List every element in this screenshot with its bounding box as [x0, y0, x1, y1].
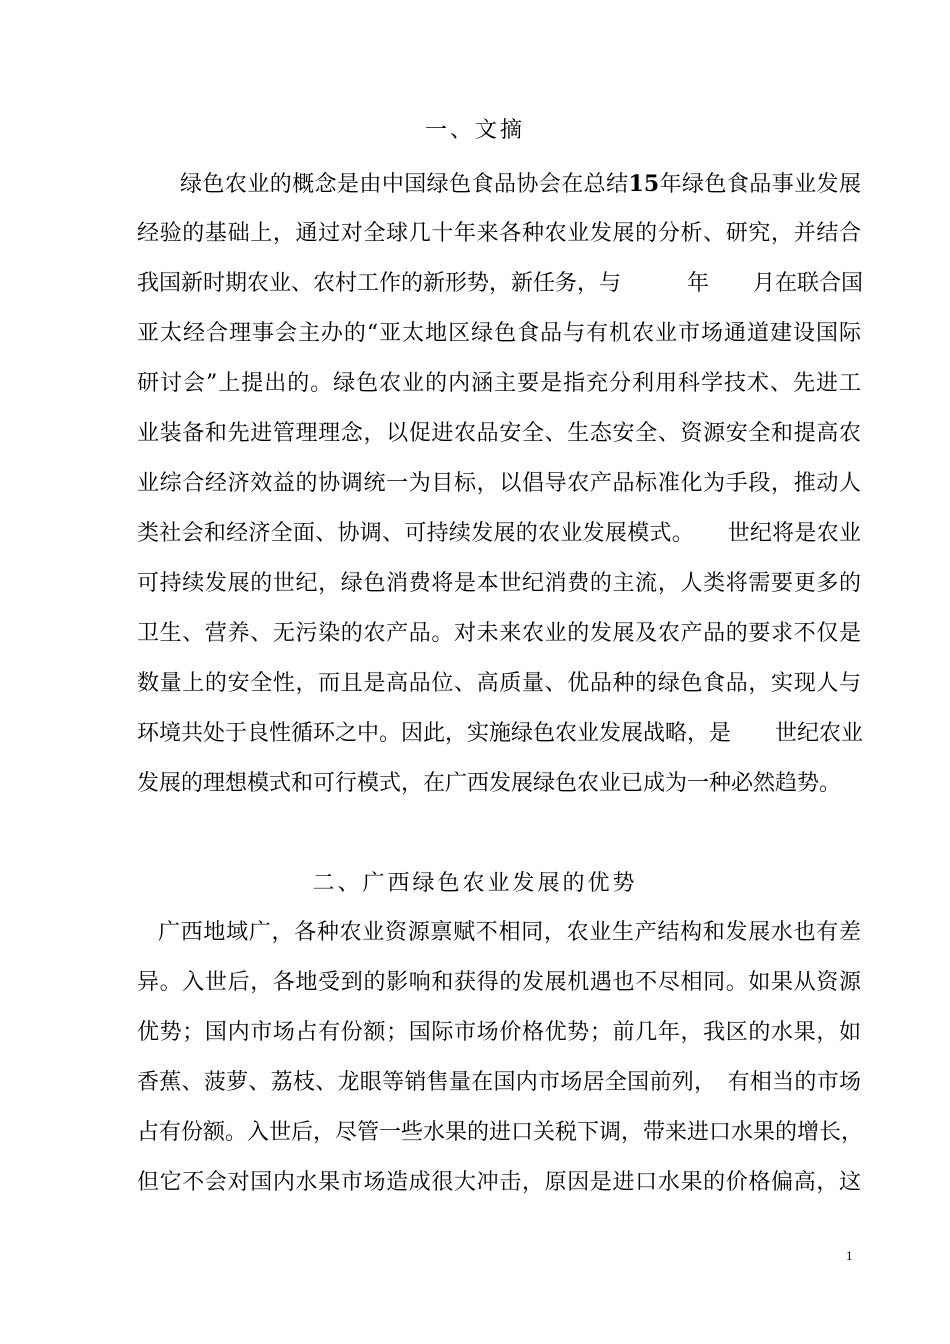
paragraph-line: 广西地域广，各种农业资源禀赋不相同，农业生产结构和发展水也有差 [158, 920, 861, 945]
paragraph-line: 我国新时期农业、农村工作的新形势，新任务，与 年 月在联合国 [137, 271, 864, 296]
page-number: 1 [846, 1248, 853, 1263]
paragraph-line: 类社会和经济全面、协调、可持续发展的农业发展模式。 世纪将是农业 [137, 521, 861, 546]
paragraph-line: 香蕉、菠萝、荔枝、龙眼等销售量在国内市场居全国前列， 有相当的市场 [137, 1070, 861, 1095]
paragraph-line: 亚太经合理事会主办的“亚太地区绿色食品与有机农业市场通道建设国际 [137, 321, 861, 346]
paragraph-line: 研讨会”上提出的。绿色农业的内涵主要是指充分利用科学技术、先进工 [137, 371, 861, 396]
paragraph-line: 占有份额。入世后，尽管一些水果的进口关税下调，带来进口水果的增长， [137, 1120, 864, 1145]
paragraph-line: 业装备和先进管理理念，以促进农品安全、生态安全、资源安全和提高农 [137, 421, 861, 446]
paragraph-line: 经验的基础上，通过对全球几十年来各种农业发展的分析、研究，并结合 [137, 221, 861, 246]
paragraph-line: 业综合经济效益的协调统一为目标，以倡导农产品标准化为手段，推动人 [137, 471, 861, 496]
paragraph-line: 发展的理想模式和可行模式，在广西发展绿色农业已成为一种必然趋势。 [137, 771, 842, 796]
paragraph-line: 卫生、营养、无污染的农产品。对未来农业的发展及农产品的要求不仅是 [137, 621, 861, 646]
paragraph-line: 优势；国内市场占有份额；国际市场价格优势；前几年，我区的水果，如 [137, 1020, 861, 1045]
paragraph-line: 环境共处于良性循环之中。因此，实施绿色农业发展战略，是 世纪农业 [137, 721, 864, 746]
section-heading-advantages: 二、广西绿色农业发展的优势 [312, 871, 638, 896]
paragraph-line: 可持续发展的世纪，绿色消费将是本世纪消费的主流，人类将需要更多的 [137, 571, 861, 596]
paragraph-line: 异。入世后，各地受到的影响和获得的发展机遇也不尽相同。如果从资源 [137, 970, 861, 995]
section-heading-abstract: 一、文摘 [424, 118, 525, 143]
paragraph-line: 绿色农业的概念是由中国绿色食品协会在总结15年绿色食品事业发展 [180, 171, 861, 197]
paragraph-line: 但它不会对国内水果市场造成很大冲击，原因是进口水果的价格偏高，这 [137, 1170, 861, 1195]
paragraph-line: 数量上的安全性，而且是高品位、高质量、优品种的绿色食品，实现人与 [137, 671, 861, 696]
